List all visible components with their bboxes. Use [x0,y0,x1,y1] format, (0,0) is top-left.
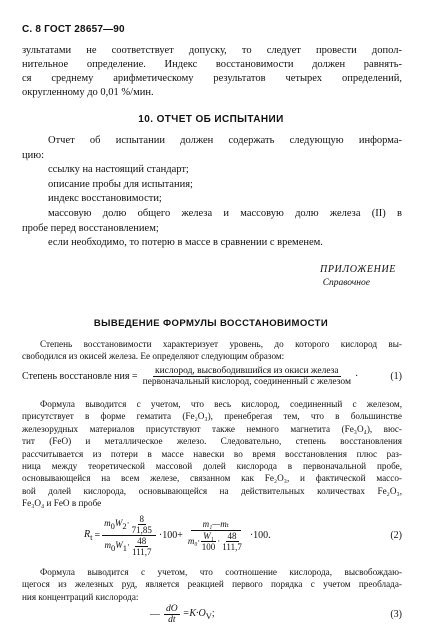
paragraph-line: основывающейся на всем железе, связанном как Fe₂O₃, и фактической массо- [22,473,402,484]
report-lead-line: цию: [22,149,44,161]
paragraph-line: ница между теоретической массовой долей кислорода в первоначальной пробе, [22,461,402,472]
formula-2-a-numerator: $m_0W_2\cdot$ $\frac{8}{71,85}$ [102,514,156,536]
report-item: ссылку на настоящий стандарт; [48,164,189,176]
intro-line: ся среднему арифметическому результатов четырех определений, [22,73,402,84]
report-requirements [22,134,402,251]
formula-1-fraction [141,366,353,387]
formula-2-b-numerator: m₁—mₜ [191,519,241,531]
appendix-type: Справочное [322,278,370,288]
paragraph-line: ния концентраций кислорода: [22,591,139,602]
formula-1-numerator: кислород, высвободившийся из окиси железа [154,366,339,376]
paragraph-line: свободился из окисей железа. Ее определяют следующим образом: [22,351,285,362]
paragraph-line: Формула выводится с учетом, что весь кислород, соединенный с железом, [40,399,402,409]
formula-1-denominator: первоначальный кислород, соединенный с железом [142,377,352,387]
paragraph-line: вой долей кислорода, основывающейся на действительных количествах Fe₂O₃, [22,485,402,496]
formula-1 [22,366,402,387]
report-item: индекс восстановимости; [48,193,162,205]
report-lead-line: Отчет об испытании должен содержать следующую информа- [48,135,402,146]
paragraph-line: щегося из железных руд, является реакцией первого порядка с учетом преоблада- [22,579,402,590]
paragraph-line: Fe₃O₄ и FeO в пробе [22,498,102,509]
formula-2-a-denominator: $m_0W_1\cdot$ $\frac{48}{111,7}$ [104,535,152,557]
paragraph-line: железорудных материалов присутствуют также немного магнетита (Fe₃O₄), вюс- [22,423,402,434]
formula-1-lhs: Степень восстановле ния = [22,371,138,382]
appendix-label: ПРИЛОЖЕНИЕ [320,264,396,275]
intro-line: нительное определение. Индекс восстановимости должен равнять- [22,59,402,70]
formula-3-number: (3) [390,609,402,620]
intro-line: округленному до 0,01 %/мин. [22,87,154,98]
formula-2-times100-a: ·100+ [158,529,183,541]
paragraph-first-order [22,566,402,603]
formula-3 [150,604,402,625]
formula-2-times100-b: ·100. [249,529,271,541]
formula-1-suffix: · [355,371,359,382]
paragraph-line: Степень восстановимости характеризует уровень, до которого кислород вы- [40,339,402,349]
formula-2-number: (2) [390,529,402,541]
formula-2-b-denominator: m₀· $\frac{\text{W₁}}{100}$ · $\frac{48}{111,7}$ [187,530,242,552]
formula-3-fraction: $\frac{dO}{dt}$ [166,604,178,625]
formula-2-lhs: $R_t$ [84,528,93,542]
page-header: С. 8 ГОСТ 28657—90 [22,24,125,35]
paragraph-derivation [22,398,402,510]
paragraph-line: тит (FeO) и металлическое железо. Следовательно, степень восстановления [22,436,402,447]
intro-line: зультатами не соответствует допуску, то следует провести допол- [22,45,402,56]
formula-2 [84,510,402,560]
formula-1-number: (1) [390,371,402,382]
paragraph-line: присутствует в форме гематита (Fe₂O₃), пренебрегая тем, что в большинстве [22,411,402,422]
formula-2-fraction-b [186,519,246,552]
appendix-title: ВЫВЕДЕНИЕ ФОРМУЛЫ ВОССТАНОВИМОСТИ [93,318,329,329]
report-item: массовую долю общего железа и массовую долю железа (II) в [48,207,402,219]
formula-3-rhs: $=K\cdot O_V$; [182,608,215,621]
paragraph-definition [22,338,402,363]
formula-3-minus: — [150,609,160,620]
section-title: 10. ОТЧЕТ ОБ ИСПЫТАНИИ [138,114,284,125]
formula-2-fraction-a [102,514,156,557]
paragraph-line: рассчитывается из потери в массе навески во время восстановления плюс раз- [22,448,402,459]
formula-2-equals: = [94,529,101,541]
paragraph-line: Формула выводится с учетом, что соотношение кислорода, высвобождаю- [40,567,402,577]
report-item: если необходимо, то потерю в массе в сравнении с временем. [48,237,323,249]
report-item-continuation: пробе перед восстановлением; [22,222,159,234]
intro-paragraph [22,44,402,100]
report-item: описание пробы для испытания; [48,178,193,190]
